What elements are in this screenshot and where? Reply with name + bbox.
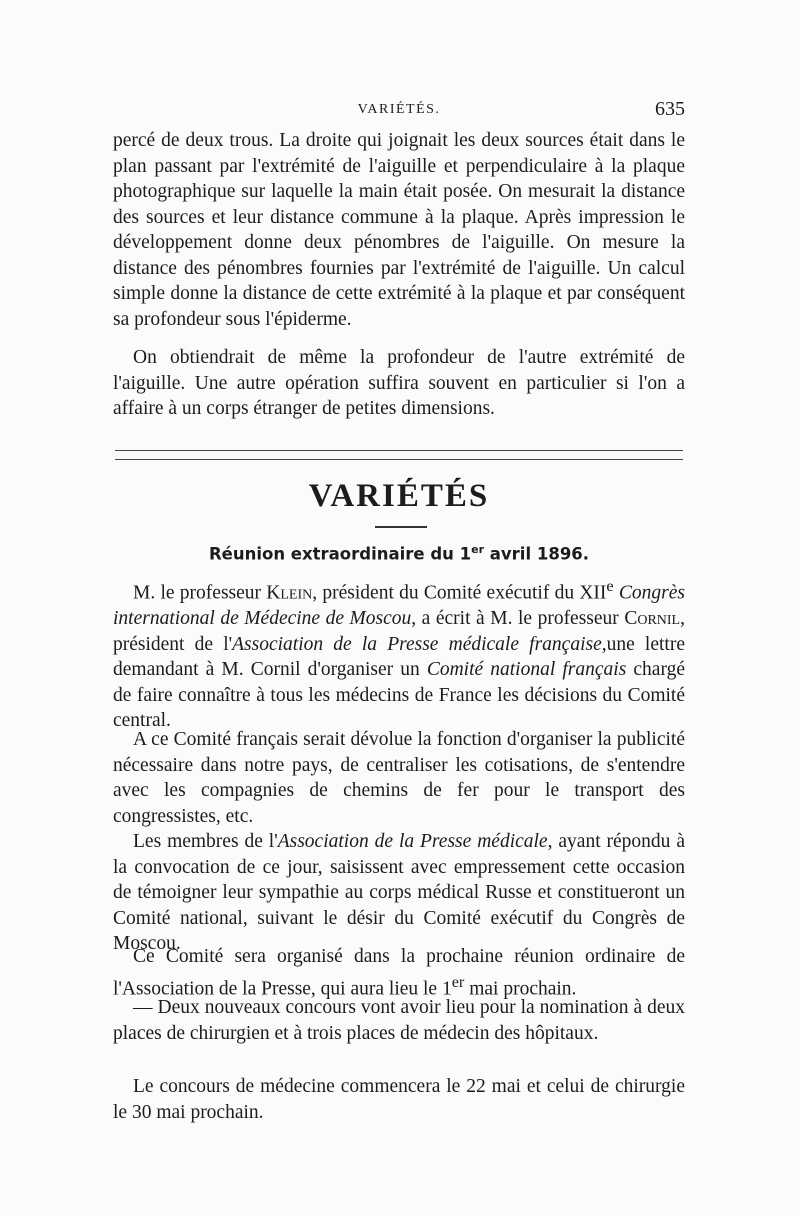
meeting-subheading — [113, 543, 685, 564]
paragraph-second-extremity: On obtiendrait de même la profondeur de l'autre extrémité de l'aiguille. Une autre opération suffira souvent en particulier si l'on a affaire à un corps étranger de petites dimensions. — [113, 347, 685, 419]
text-run: , ayant répondu à la convocation de ce jour, saisissent avec empressement cette occasion de témoigner leur sympathie au corps médical Russe et constitueront un Comité national, suivant le désir du Comité exécutif du Congrès de Moscou. — [113, 831, 685, 954]
section-title: VARIÉTÉS — [308, 478, 490, 514]
paragraph-klein-letter — [113, 574, 685, 734]
subhead-superscript: er — [471, 543, 485, 556]
subhead-date: avril 1896. — [484, 544, 590, 564]
name-cornil: Cornil — [624, 608, 681, 629]
title-underline-rule — [375, 526, 427, 528]
paragraph-french-committee: A ce Comité français serait dévolue la fonction d'organiser la publicité nécessaire dans notre pays, de centraliser les cotisations, de s'entendre avec les compagnies de chemins de fer pour le transport des congressistes, etc. — [113, 729, 685, 827]
superscript: er — [451, 972, 465, 991]
running-head — [113, 98, 685, 122]
page-number: 635 — [655, 98, 685, 120]
committee-name: Comité national français — [426, 659, 627, 680]
association-name: Association de la Presse médicale française — [232, 633, 602, 655]
paragraph-association-members — [113, 829, 685, 957]
section-divider-rule — [115, 450, 683, 460]
congress-name: Congrès international de Médecine de Moscou — [113, 582, 685, 629]
paragraph-competition-dates: Le concours de médecine commencera le 22 mai et celui de chirurgie le 30 mai prochain. — [113, 1076, 685, 1123]
text-run: chargé de faire connaître à tous les médecins de France les décisions du Comité central. — [113, 659, 685, 731]
paragraph-committee-organized — [113, 944, 685, 1002]
paragraph-continued: percé de deux trous. La droite qui joignait les deux sources était dans le plan passant par l'extrémité de l'aiguille et perpendiculaire à la plaque photographique sur laquelle la main était posée. On mesurait la distance des sources et leur distance commune à la plaque. Après impression le développement donne deux pénombres de l'aiguille. On mesure la distance des pénombres fournies par l'extrémité de l'aiguille. Un calcul simple donne la distance de cette extrémité à la plaque et par conséquent sa profondeur sous l'épiderme. — [113, 130, 685, 330]
association-name: Association de la Presse médicale — [277, 831, 548, 852]
paragraph-competitions: — Deux nouveaux concours vont avoir lieu pour la nomination à deux places de chirurgien et à trois places de médecin des hôpitaux. — [113, 997, 685, 1044]
text-run: Ce Comité sera organisé dans la prochaine réunion ordinaire de l'Association de la Presse, qui aura lieu le 1 — [113, 946, 685, 999]
text-run: , président de l' — [113, 608, 685, 655]
text-run: mai prochain. — [464, 978, 577, 999]
text-run: , président du Comité exécutif du XII — [312, 582, 607, 604]
text-run: , a écrit à M. le professeur — [411, 608, 625, 629]
running-title: VARIÉTÉS. — [357, 102, 441, 117]
text-run: Les membres de l' — [133, 831, 278, 852]
text-run: M. le professeur — [133, 582, 267, 604]
name-klein: Klein — [266, 582, 313, 604]
subhead-text: Réunion extraordinaire du 1 — [208, 544, 472, 564]
text-run: ,une lettre demandant à M. Cornil d'organiser un — [113, 633, 685, 680]
superscript: e — [606, 577, 614, 595]
